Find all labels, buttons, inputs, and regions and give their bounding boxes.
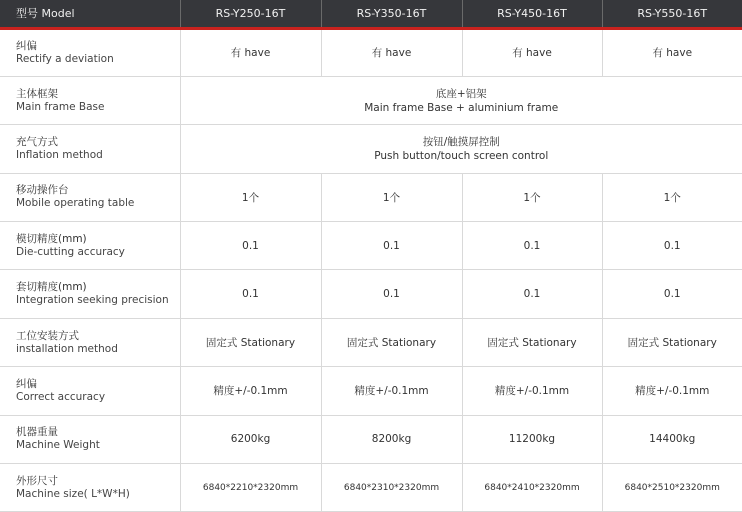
cell-value: 1个 — [321, 173, 462, 221]
row-label — [0, 28, 180, 76]
row-rectify — [0, 28, 742, 76]
cell-value: 14400kg — [602, 415, 742, 463]
row-label-cn: 套切精度(mm) — [16, 281, 87, 294]
cell-value: 0.1 — [462, 222, 602, 270]
row-mobile-table — [0, 173, 742, 221]
row-size — [0, 464, 742, 512]
cell-value: 0.1 — [180, 270, 321, 318]
row-label — [0, 173, 180, 221]
cell-value: 有 have — [180, 28, 321, 76]
cell-value: 0.1 — [321, 270, 462, 318]
header-model-1: RS-Y250-16T — [180, 0, 321, 28]
row-label-en: installation method — [16, 342, 118, 355]
cell-value: 6840*2210*2320mm — [180, 464, 321, 512]
row-label — [0, 367, 180, 415]
cell-value: 1个 — [602, 173, 742, 221]
cell-value-merged — [180, 76, 742, 124]
row-label-en: Machine Weight — [16, 439, 100, 452]
row-label — [0, 318, 180, 366]
cell-value: 精度+/-0.1mm — [602, 367, 742, 415]
cell-value: 0.1 — [602, 270, 742, 318]
cell-value: 6200kg — [180, 415, 321, 463]
row-integration — [0, 270, 742, 318]
row-label-cn: 移动操作台 — [16, 184, 69, 197]
cell-value: 精度+/-0.1mm — [321, 367, 462, 415]
row-label-cn: 模切精度(mm) — [16, 232, 87, 245]
cell-value: 6840*2510*2320mm — [602, 464, 742, 512]
row-label — [0, 222, 180, 270]
cell-value: 11200kg — [462, 415, 602, 463]
cell-value: 8200kg — [321, 415, 462, 463]
cell-value: 6840*2410*2320mm — [462, 464, 602, 512]
row-label-en: Machine size( L*W*H) — [16, 487, 130, 500]
row-label-en: Integration seeking precision — [16, 294, 169, 307]
header-model-3: RS-Y450-16T — [462, 0, 602, 28]
cell-value: 0.1 — [321, 222, 462, 270]
row-label-en: Mobile operating table — [16, 197, 135, 210]
cell-value: 固定式 Stationary — [180, 318, 321, 366]
row-label — [0, 76, 180, 124]
merged-value-cn: 按钮/触摸屏控制 — [422, 135, 500, 148]
cell-value: 固定式 Stationary — [462, 318, 602, 366]
row-label — [0, 415, 180, 463]
cell-value: 固定式 Stationary — [602, 318, 742, 366]
row-label — [0, 125, 180, 173]
cell-value-merged — [180, 125, 742, 173]
row-die-cutting — [0, 222, 742, 270]
row-label-cn: 纠偏 — [16, 39, 37, 52]
row-weight — [0, 415, 742, 463]
row-inflation — [0, 125, 742, 173]
merged-value-cn: 底座+铝架 — [435, 87, 487, 100]
cell-value: 有 have — [462, 28, 602, 76]
cell-value: 有 have — [602, 28, 742, 76]
cell-value: 1个 — [462, 173, 602, 221]
header-row — [0, 0, 742, 28]
cell-value: 0.1 — [462, 270, 602, 318]
row-label-cn: 外形尺寸 — [16, 474, 58, 487]
cell-value: 有 have — [321, 28, 462, 76]
merged-value-en: Push button/touch screen control — [374, 149, 549, 162]
cell-value: 精度+/-0.1mm — [462, 367, 602, 415]
merged-value-en: Main frame Base + aluminium frame — [364, 101, 559, 114]
cell-value: 6840*2310*2320mm — [321, 464, 462, 512]
row-main-frame — [0, 76, 742, 124]
row-label — [0, 464, 180, 512]
row-installation — [0, 318, 742, 366]
header-model-label: 型号 Model — [0, 0, 180, 28]
row-label-cn: 主体框架 — [16, 87, 58, 100]
row-label-en: Inflation method — [16, 148, 103, 161]
cell-value: 精度+/-0.1mm — [180, 367, 321, 415]
cell-value: 0.1 — [180, 222, 321, 270]
row-label — [0, 270, 180, 318]
row-label-cn: 充气方式 — [16, 135, 58, 148]
cell-value: 1个 — [180, 173, 321, 221]
row-label-cn: 工位安装方式 — [16, 329, 79, 342]
row-label-en: Die-cutting accuracy — [16, 245, 125, 258]
header-model-4: RS-Y550-16T — [602, 0, 742, 28]
header-model-2: RS-Y350-16T — [321, 0, 462, 28]
cell-value: 0.1 — [602, 222, 742, 270]
row-label-en: Main frame Base — [16, 100, 105, 113]
row-label-cn: 机器重量 — [16, 426, 58, 439]
row-correct — [0, 367, 742, 415]
cell-value: 固定式 Stationary — [321, 318, 462, 366]
row-label-cn: 纠偏 — [16, 377, 37, 390]
row-label-en: Correct accuracy — [16, 390, 106, 403]
row-label-en: Rectify a deviation — [16, 52, 114, 65]
